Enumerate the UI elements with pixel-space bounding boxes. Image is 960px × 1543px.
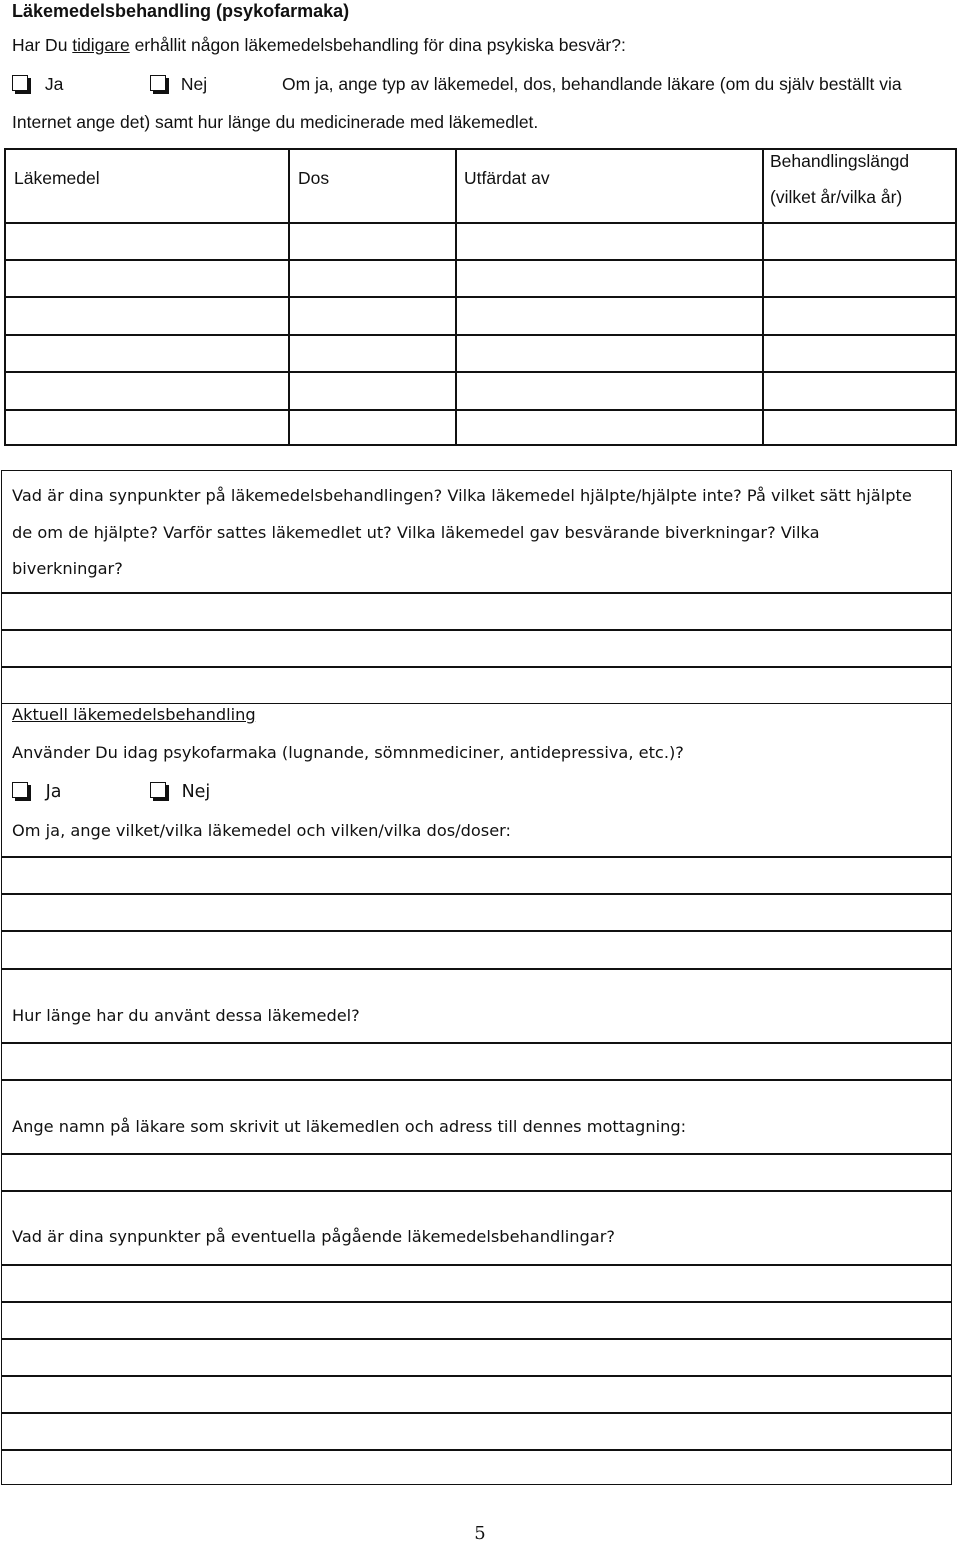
drug-column-cells[interactable] [6,222,288,444]
checkbox-yes[interactable] [12,780,32,800]
how-long-question: Hur länge har du använt dessa läkemedel? [12,1006,360,1025]
yes-label: Ja [45,782,62,802]
header-duration: Behandlingslängd [770,151,910,171]
opinions-line-3: biverkningar? [12,559,123,578]
doctor-question: Ange namn på läkare som skrivit ut läkemedlen och adress till dennes mottagning: [12,1117,687,1136]
current-no-option[interactable] [150,780,210,803]
how-long-answer-area[interactable] [2,1044,951,1079]
checkbox-yes[interactable] [12,73,32,93]
previous-treatment-question [12,34,626,56]
ongoing-answer-area[interactable] [2,1266,951,1482]
opinions-frame [1,470,952,704]
no-label: Nej [180,74,208,94]
doctor-answer-area[interactable] [2,1155,951,1190]
question-suffix: erhållit någon läkemedelsbehandling för dina psykiska besvär?: [129,35,626,55]
checkbox-no[interactable] [150,780,170,800]
current-treatment-frame [1,703,952,1485]
section-title: Läkemedelsbehandling (psykofarmaka) [12,1,350,21]
current-treatment-question: Använder Du idag psykofarmaka (lugnande, sömnmediciner, antidepressiva, etc.)? [12,743,684,762]
previous-no-option[interactable] [150,73,207,95]
duration-column-cells[interactable] [764,222,955,444]
issued-by-column-cells[interactable] [457,222,762,444]
ongoing-question: Vad är dina synpunkter på eventuella pågående läkemedelsbehandlingar? [12,1227,615,1246]
opinions-line-1: Vad är dina synpunkter på läkemedelsbehandlingen? Vilka läkemedel hjälpte/hjälpte inte? På vilket sätt hjälpte [12,486,912,505]
opinions-answer-area[interactable] [2,594,951,702]
which-drugs-answer-area[interactable] [2,858,951,968]
header-drug: Läkemedel [14,168,100,188]
answer-line [2,968,951,970]
opinions-line-2: de om de hjälpte? Varför sattes läkemedlet ut? Vilka läkemedel gav besvärande biverkningar? Vilka [12,523,820,542]
instruction-line-1: Om ja, ange typ av läkemedel, dos, behandlande läkare (om du själv beställt via [282,74,902,94]
previous-yes-option[interactable] [12,73,63,95]
dose-column-cells[interactable] [290,222,455,444]
checkbox-no[interactable] [150,73,170,93]
header-dose: Dos [298,168,330,188]
header-duration-sub: (vilket år/vilka år) [770,187,903,207]
no-label: Nej [181,782,211,802]
question-emphasis: tidigare [72,35,130,55]
medication-table [4,148,957,446]
question-prefix: Har Du [12,35,73,55]
current-treatment-title: Aktuell läkemedelsbehandling [12,705,256,724]
which-drugs-question: Om ja, ange vilket/vilka läkemedel och vilken/vilka dos/doser: [12,821,512,840]
yes-label: Ja [44,74,64,94]
answer-line [2,1190,951,1192]
page-number: 5 [474,1523,486,1543]
current-yes-option[interactable] [12,780,61,803]
answer-line [2,1079,951,1081]
header-issued-by: Utfärdat av [464,168,550,188]
instruction-line-2: Internet ange det) samt hur länge du medicinerade med läkemedlet. [12,112,539,132]
